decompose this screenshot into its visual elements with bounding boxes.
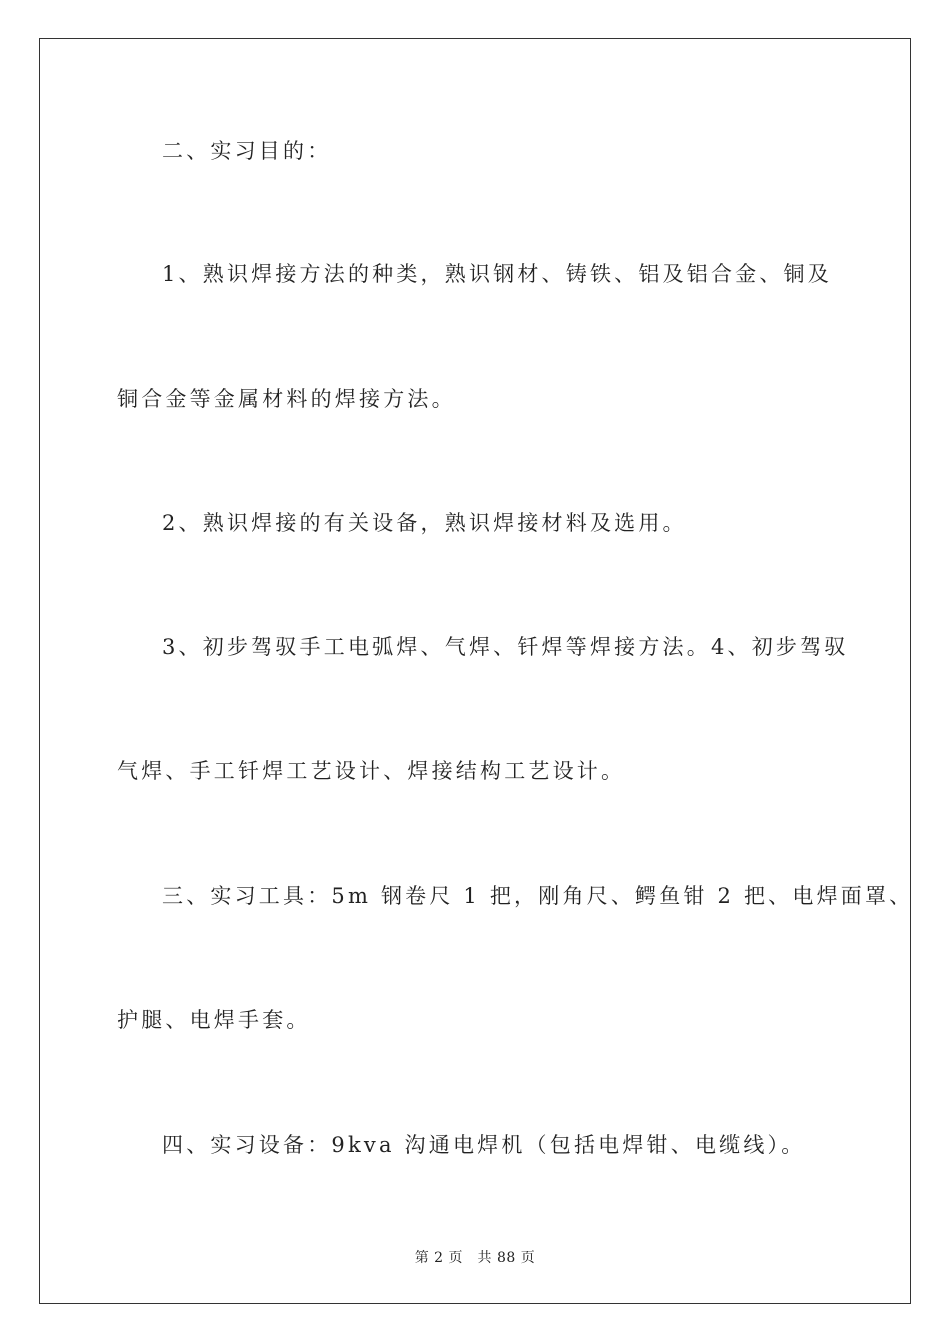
paragraph-line: 铜合金等金属材料的焊接方法。 xyxy=(117,387,456,411)
section-heading-equipment: 四、实习设备：9kva 沟通电焊机（包括电焊钳、电缆线）。 xyxy=(162,1133,806,1157)
paragraph-line: 气焊、手工钎焊工艺设计、焊接结构工艺设计。 xyxy=(117,759,626,783)
section-heading-tools: 三、实习工具：5m 钢卷尺 1 把，刚角尺、鳄鱼钳 2 把、电焊面罩、 xyxy=(162,884,914,908)
paragraph-line: 1、熟识焊接方法的种类，熟识钢材、铸铁、铝及铝合金、铜及 xyxy=(162,262,832,286)
paragraph-line: 3、初步驾驭手工电弧焊、气焊、钎焊等焊接方法。4、初步驾驭 xyxy=(162,635,849,659)
page-border xyxy=(39,38,914,1304)
paragraph-line: 2、熟识焊接的有关设备，熟识焊接材料及选用。 xyxy=(162,511,687,535)
paragraph-line: 护腿、电焊手套。 xyxy=(117,1008,311,1032)
section-heading-purpose: 二、实习目的： xyxy=(162,139,332,163)
page-number-footer: 第 2 页 共 88 页 xyxy=(414,1250,536,1266)
